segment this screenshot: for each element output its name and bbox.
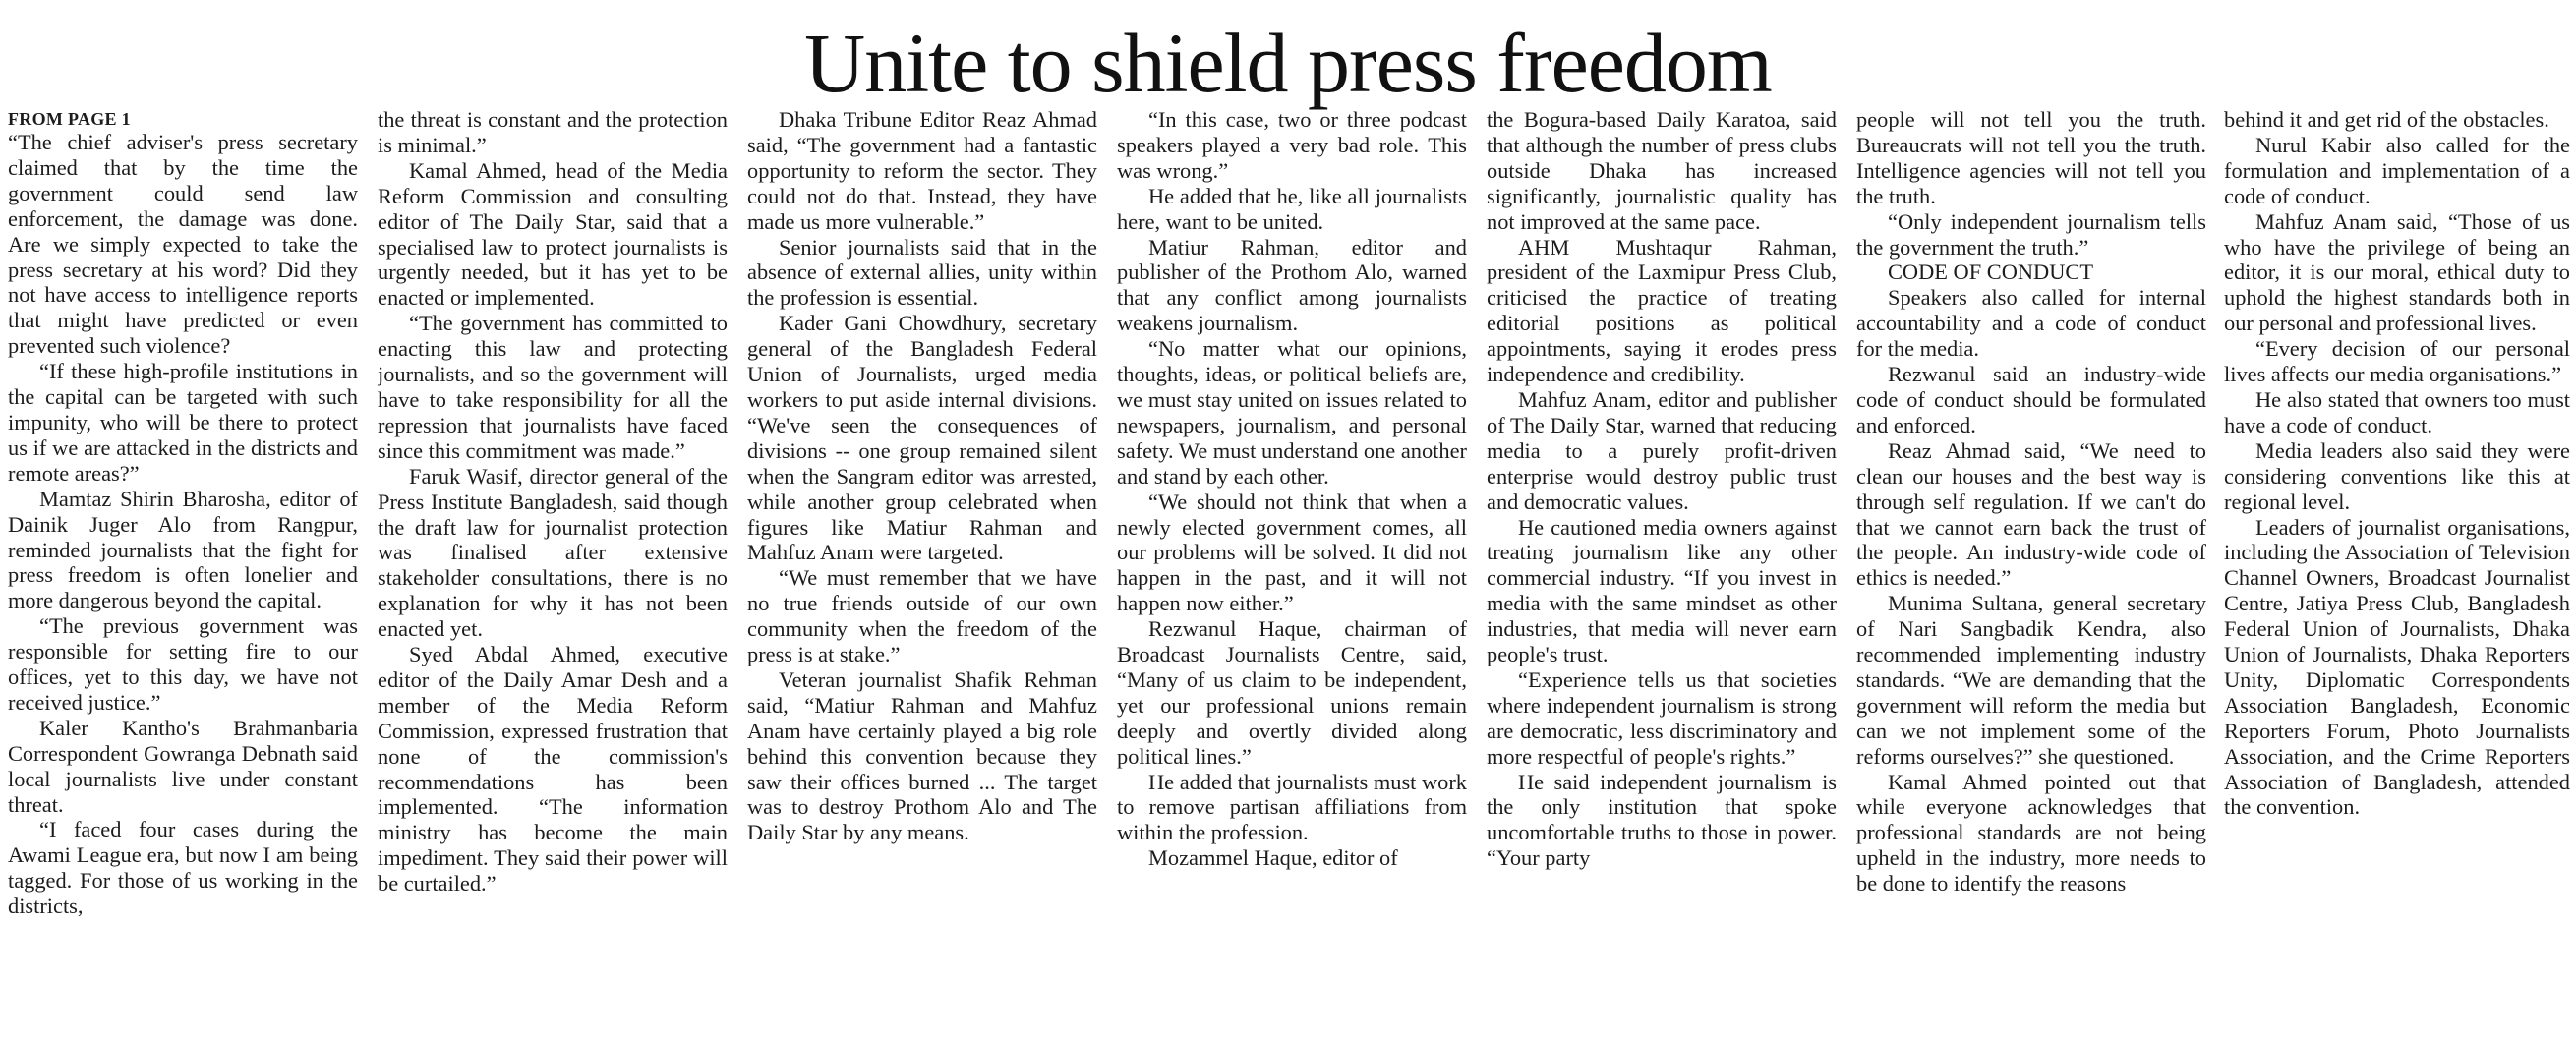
- article-column-7: [2224, 107, 2570, 1021]
- continuation-kicker: FROM PAGE 1: [8, 109, 131, 129]
- paragraph: Dhaka Tribune Editor Reaz Ahmad said, “The government had a fantastic opportunity to reform the sector. They could not do that. Instead, they have made us more vulnerable.”: [747, 107, 1097, 234]
- paragraph: Speakers also called for internal accountability and a code of conduct for the media.: [1856, 285, 2206, 362]
- paragraph: Matiur Rahman, editor and publisher of the Prothom Alo, warned that any conflict among journalists weakens journalism.: [1117, 234, 1467, 336]
- paragraph: Mahfuz Anam said, “Those of us who have the privilege of being an editor, it is our moral, ethical duty to uphold the highest standards both in our personal and professional lives.: [2224, 208, 2570, 336]
- paragraph: Reaz Ahmad said, “We need to clean our houses and the best way is through self regulation. If we can't do that we cannot earn back the trust of the people. An industry-wide code of ethics is needed.”: [1856, 437, 2206, 591]
- paragraph: He cautioned media owners against treating journalism like any other commercial industry. “If you invest in media with the same mindset as other industries, that media will never earn people's trust.: [1487, 514, 1837, 667]
- headline: Unite to shield press freedom: [804, 16, 1772, 110]
- article-column-5: [1487, 107, 1837, 1021]
- paragraph: behind it and get rid of the obstacles.: [2224, 107, 2549, 132]
- paragraph: “The chief adviser's press secretary claimed that by the time the government could send law enforcement, the damage was done. Are we simply expected to take the press secretary at his word? Did they not have access to intelligence reports that might have predicted or even prevented such violence?: [8, 130, 358, 359]
- paragraph: Kader Gani Chowdhury, secretary general of the Bangladesh Federal Union of Journalists, urged media workers to put aside internal divisions. “We've seen the consequences of divisions -- one group remained silent when the Sangram editor was arrested, while another group celebrated when figures like Matiur Rahman and Mahfuz Anam were targeted.: [747, 311, 1097, 565]
- paragraph: “I faced four cases during the Awami League era, but now I am being tagged. For those of us working in the districts,: [8, 817, 358, 919]
- paragraph: Syed Abdal Ahmed, executive editor of the Daily Amar Desh and a member of the Media Reform Commission, expressed frustration that none of the commission's recommendations has been implemented. “The information ministry has become the main impediment. They said their power will be curtailed.”: [378, 642, 728, 897]
- paragraph: Mamtaz Shirin Bharosha, editor of Dainik Juger Alo from Rangpur, reminded journalists that the fight for press freedom is often lonelier and more dangerous beyond the capital.: [8, 486, 358, 613]
- paragraph: Faruk Wasif, director general of the Press Institute Bangladesh, said though the draft law for journalist protection was finalised after extensive stakeholder consultations, there is no explanation for why it has not been enacted yet.: [378, 463, 728, 642]
- paragraph: Rezwanul Haque, chairman of Broadcast Journalists Centre, said, “Many of us claim to be independent, yet our professional unions remain deeply and overtly divided along political lines.”: [1117, 616, 1467, 769]
- paragraph: Senior journalists said that in the absence of external allies, unity within the profession is essential.: [747, 234, 1097, 311]
- paragraph: “The government has committed to enacting this law and protecting journalists, and so the government will have to take responsibility for all the repression that journalists have faced since this commitment was made.”: [378, 311, 728, 463]
- paragraph: “We must remember that we have no true friends outside of our own community when the freedom of the press is at stake.”: [747, 565, 1097, 667]
- paragraph: Kaler Kantho's Brahmanbaria Correspondent Gowranga Debnath said local journalists live under constant threat.: [8, 715, 358, 817]
- paragraph: Munima Sultana, general secretary of Nari Sangbadik Kendra, also recommended implementing industry standards. “We are demanding that the government will reform the media but can we not implement some of the reforms ourselves?” she questioned.: [1856, 591, 2206, 769]
- paragraph: Kamal Ahmed, head of the Media Reform Commission and consulting editor of The Daily Star, said that a specialised law to protect journalists is urgently needed, but it has yet to be enacted or implemented.: [378, 157, 728, 311]
- paragraph: Rezwanul said an industry-wide code of conduct should be formulated and enforced.: [1856, 362, 2206, 437]
- paragraph: He added that journalists must work to remove partisan affiliations from within the profession.: [1117, 769, 1467, 845]
- paragraph: “The previous government was responsible for setting fire to our offices, yet to this day, we have not received justice.”: [8, 613, 358, 715]
- article-column-3: [747, 107, 1097, 1021]
- paragraph: people will not tell you the truth. Bureaucrats will not tell you the truth. Intelligence agencies will not tell you the truth.: [1856, 107, 2206, 208]
- paragraph: Mozammel Haque, editor of: [1148, 845, 1398, 871]
- paragraph: Kamal Ahmed pointed out that while everyone acknowledges that professional standards are not being upheld in the industry, more needs to be done to identify the reasons: [1856, 769, 2206, 897]
- paragraph: Mahfuz Anam, editor and publisher of The Daily Star, warned that reducing media to a purely profit-driven enterprise would destroy public trust and democratic values.: [1487, 386, 1837, 514]
- article-column-4: [1117, 107, 1467, 1021]
- paragraph: Veteran journalist Shafik Rehman said, “Matiur Rahman and Mahfuz Anam have certainly played a big role behind this convention because they saw their offices burned ... The target was to destroy Prothom Alo and The Daily Star by any means.: [747, 666, 1097, 845]
- paragraph: Nurul Kabir also called for the formulation and implementation of a code of conduct.: [2224, 132, 2570, 208]
- paragraph: He added that he, like all journalists here, want to be united.: [1117, 183, 1467, 234]
- article-column-6: [1856, 107, 2206, 1021]
- paragraph: the Bogura-based Daily Karatoa, said that although the number of press clubs outside Dhaka has increased significantly, journalistic quality has not improved at the same pace.: [1487, 107, 1837, 234]
- paragraph: “In this case, two or three podcast speakers played a very bad role. This was wrong.”: [1117, 107, 1467, 183]
- paragraph: He said independent journalism is the only institution that spoke uncomfortable truths to those in power. “Your party: [1487, 769, 1837, 871]
- paragraph: “We should not think that when a newly elected government comes, all our problems will be solved. It did not happen in the past, and it will not happen now either.”: [1117, 489, 1467, 616]
- paragraph: “Experience tells us that societies where independent journalism is strong are democratic, less discriminatory and more respectful of people's rights.”: [1487, 666, 1837, 769]
- article-column-2: [378, 107, 728, 1021]
- paragraph: Leaders of journalist organisations, including the Association of Television Channel Owners, Broadcast Journalist Centre, Jatiya Press Club, Bangladesh Federal Union of Journalists, Dhaka Union of Journalists, Dhaka Reporters Unity, Diplomatic Correspondents Association Bangladesh, Economic Reporters Forum, Photo Journalists Association, and the Crime Reporters Association of Bangladesh, attended the convention.: [2224, 514, 2570, 820]
- subheading: CODE OF CONDUCT: [1888, 260, 2093, 285]
- paragraph: “Only independent journalism tells the government the truth.”: [1856, 208, 2206, 260]
- article-column-1: [8, 107, 358, 1021]
- paragraph: “No matter what our opinions, thoughts, ideas, or political beliefs are, we must stay united on issues related to newspapers, journalism, and personal safety. We must understand one another and stand by each other.: [1117, 336, 1467, 489]
- paragraph: the threat is constant and the protection is minimal.”: [378, 107, 728, 157]
- paragraph: Media leaders also said they were considering conventions like this at regional level.: [2224, 437, 2570, 514]
- paragraph: AHM Mushtaqur Rahman, president of the Laxmipur Press Club, criticised the practice of treating editorial positions as political appointments, saying it erodes press independence and credibility.: [1487, 234, 1837, 387]
- paragraph: “If these high-profile institutions in the capital can be targeted with such impunity, who will be there to protect us if we are attacked in the districts and remote areas?”: [8, 359, 358, 486]
- paragraph: He also stated that owners too must have a code of conduct.: [2224, 386, 2570, 437]
- paragraph: “Every decision of our personal lives affects our media organisations.”: [2224, 336, 2570, 387]
